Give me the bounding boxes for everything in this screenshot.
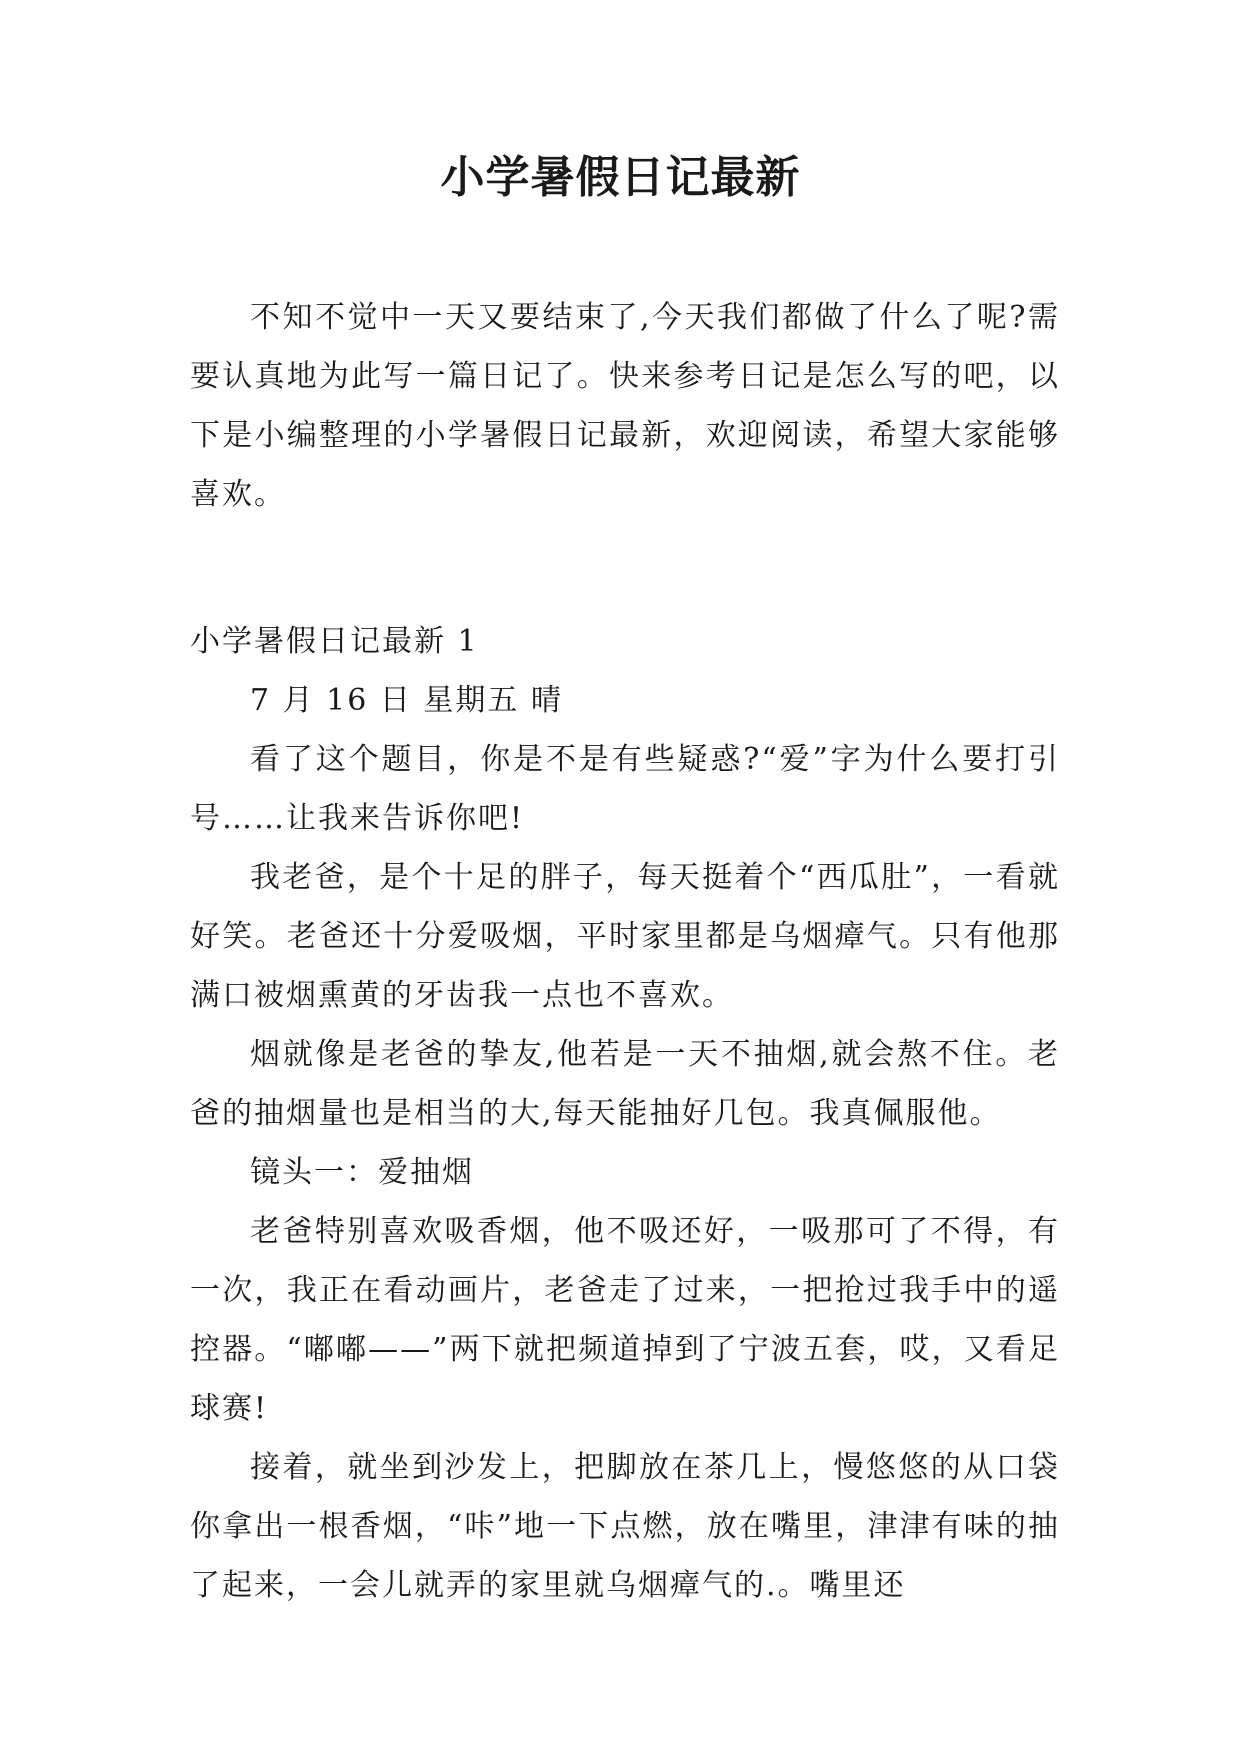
date-line: 7 月 16 日 星期五 晴 bbox=[250, 683, 563, 718]
body-paragraph: 我老爸，是个十足的胖子，每天挺着个“西瓜肚”，一看就好笑。老爸还十分爱吸烟，平时家里都是乌烟瘴气。只有他那满口被烟熏黄的牙齿我一点也不喜欢。 bbox=[190, 860, 1060, 1013]
body-paragraph: 烟就像是老爸的挚友,他若是一天不抽烟,就会熬不住。老爸的抽烟量也是相当的大,每天能抽好几包。我真佩服他。 bbox=[190, 1037, 1060, 1131]
body-paragraph: 看了这个题目，你是不是有些疑惑?“爱”字为什么要打引号……让我来告诉你吧! bbox=[190, 742, 1060, 836]
intro-paragraph: 不知不觉中一天又要结束了,今天我们都做了什么了呢?需要认真地为此写一篇日记了。快来参考日记是怎么写的吧，以下是小编整理的小学暑假日记最新，欢迎阅读，希望大家能够喜欢。 bbox=[190, 300, 1060, 512]
section-spacer bbox=[190, 524, 1060, 612]
body-paragraph: 老爸特别喜欢吸香烟，他不吸还好，一吸那可了不得，有一次，我正在看动画片，老爸走了过来，一把抢过我手中的遥控器。“嘟嘟——”两下就把频道掉到了宁波五套，哎，又看足球赛! bbox=[190, 1214, 1060, 1426]
section-heading: 小学暑假日记最新 1 bbox=[190, 624, 479, 659]
body-paragraph: 接着，就坐到沙发上，把脚放在茶几上，慢悠悠的从口袋你拿出一根香烟，“咔”地一下点燃，放在嘴里，津津有味的抽了起来，一会儿就弄的家里就乌烟瘴气的.。嘴里还 bbox=[190, 1450, 1060, 1603]
document-body bbox=[190, 288, 1060, 1615]
scene-heading: 镜头一：爱抽烟 bbox=[250, 1155, 474, 1190]
document-title: 小学暑假日记最新 bbox=[440, 152, 801, 203]
